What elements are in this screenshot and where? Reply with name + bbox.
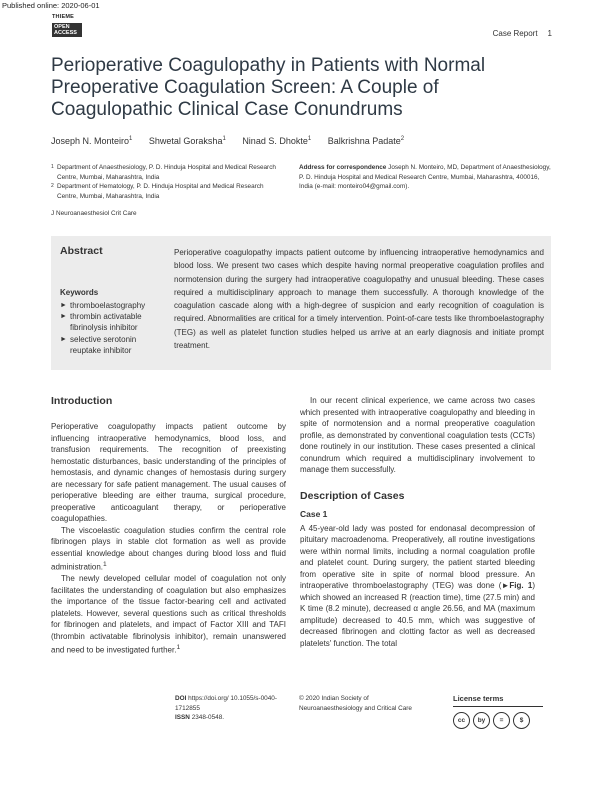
license-title: License terms bbox=[453, 694, 543, 707]
issn-value: 2348-0548. bbox=[191, 714, 225, 721]
arrow-icon: ► bbox=[60, 335, 67, 343]
correspondence bbox=[299, 163, 551, 192]
affiliation bbox=[51, 163, 281, 182]
correspondence-label: Address for correspondence bbox=[299, 164, 387, 171]
open-access-badge: OPEN ACCESS bbox=[52, 23, 82, 37]
author-affil: 1 bbox=[129, 136, 133, 142]
doi-label: DOI bbox=[175, 695, 187, 702]
author[interactable]: Ninad S. Dhokte bbox=[242, 136, 308, 146]
abstract-text: Perioperative coagulopathy impacts patient outcome by influencing intraoperative hemodynamics and blood loss. We present two cases which despite having normal preoperative coagulation profiles and normotension during the surgery had intraoperative coagulopathy and unusual bleeding. These cases required a multidisciplinary approach to manage them successfully. A thorough knowledge of the coagulation cascade along with a high-degree of suspicion and early recognition of coagulation is required. Abnormalities are critical for a timely intervention. Point-of-care tests like thromboelastography (TEG) as well as platelet function studies helped us arrive at an early diagnosis and initiate prompt treatment. bbox=[174, 248, 544, 351]
license-icons[interactable] bbox=[453, 712, 553, 729]
affiliations bbox=[51, 163, 281, 201]
author[interactable]: Balkrishna Padate bbox=[327, 136, 401, 146]
affiliation-number: 1 bbox=[51, 164, 54, 170]
journal-name: J Neuroanaesthesiol Crit Care bbox=[51, 210, 137, 217]
paragraph: Perioperative coagulopathy impacts patient outcome by influencing intraoperative hemodynamics, blood loss, and transfusion requirements. The recognition of preexisting hemostatic disturbances, basic understanding of the principles of hemostasis, and dynamic changes of hemostasis during surgery are necessary for safe patient management. The usual causes of perioperative bleeding are either trauma, surgical procedure, preoperative anticoagulant therapy, or perioperative coagulopathies. bbox=[51, 422, 286, 523]
doi-block bbox=[175, 694, 285, 723]
non-commercial-icon: $ bbox=[513, 712, 530, 729]
affiliation-text: Department of Anaesthesiology, P. D. Hinduja Hospital and Medical Research Centre, Mumbai, Maharashtra, India bbox=[57, 164, 276, 181]
introduction-heading: Introduction bbox=[51, 395, 113, 407]
affiliation-number: 2 bbox=[51, 183, 54, 189]
keyword-item[interactable]: ► thrombin activatable fibrinolysis inhibitor bbox=[60, 312, 142, 333]
case1-heading: Case 1 bbox=[300, 508, 328, 519]
copyright: © 2020 Indian Society of Neuroanaesthesiology and Critical Care bbox=[299, 695, 412, 712]
article-title: Perioperative Coagulopathy in Patients with Normal Preoperative Coagulation Screen: A Couple of Coagulopathic Clinical Case Conundrums bbox=[51, 55, 486, 120]
logo-text: THIEME bbox=[52, 14, 74, 20]
paragraph: A 45-year-old lady was posted for endonasal decompression of pituitary macroadenoma. Preoperatively, all routine investigations were within normal limits, including a normal coagulation profile and platelet count. During surgery, the patient started bleeding from operative site in spite of normal blood pressure. An intraoperative thromboelastography (TEG) was done (►Fig. 1) which showed an increased R (reaction time), time (27.5 min) and K time (8.2 minute), decreased α angle 26.56, and MA (maximum amplitude) decreased to 40.5 mm, which was suggestive of decreased fibrinogen and clotting factor as well as decreased platelets' function. The total bbox=[300, 523, 536, 648]
paragraph: The viscoelastic coagulation studies confirm the central role fibrinogen plays in stable clot formation as well as provide essential knowledge about changes during blood loss and fluid administration.$^1$ bbox=[51, 525, 286, 572]
published-date: Published online: 2020-06-01 bbox=[2, 1, 100, 10]
arrow-icon: ► bbox=[60, 313, 67, 321]
no-derivatives-icon: = bbox=[493, 712, 510, 729]
author-affil: 2 bbox=[400, 136, 405, 142]
right-column bbox=[300, 395, 535, 649]
correspondence-text[interactable]: Joseph N. Monteiro, MD, Department of Anaesthesiology, P. D. Hinduja Hospital and Medical Research Centre, Mumbai, Maharashtra, 400016, India (e-mail: monteiro04@gmail.com). bbox=[299, 164, 551, 190]
arrow-icon: ► bbox=[60, 302, 67, 309]
keyword-item[interactable]: ► selective serotonin reuptake inhibitor bbox=[60, 334, 137, 355]
description-heading: Description of Cases bbox=[300, 489, 405, 502]
left-column bbox=[51, 395, 286, 656]
paragraph: In our recent clinical experience, we came across two cases which presented with intraoperative coagulopathy and bleeding in spite of normotension and a normal preoperative coagulation profile, as demonstrated by conventional coagulation tests (CCTs) done routinely in our institution. These cases presented a clinical conundrum which required a multidisciplinary involvement to manage them successfully. bbox=[300, 396, 535, 474]
keywords-list bbox=[60, 300, 165, 356]
author-affil: 1 bbox=[307, 136, 312, 142]
page-number: 1 bbox=[547, 29, 552, 38]
affiliation-text: Department of Hematology, P. D. Hinduja Hospital and Medical Research Centre, Mumbai, Maharashtra, India bbox=[57, 183, 264, 200]
citation[interactable]: 1 bbox=[176, 644, 181, 652]
publisher-logo bbox=[52, 14, 82, 39]
figure-link[interactable]: ►Fig. 1 bbox=[501, 581, 533, 590]
affiliation bbox=[51, 182, 281, 201]
abstract-heading: Abstract bbox=[60, 245, 103, 257]
author[interactable]: Shwetal Goraksha bbox=[148, 136, 223, 146]
doi-link[interactable]: https://doi.org/ 10.1055/s-0040-1712855 bbox=[175, 695, 277, 712]
author-list bbox=[51, 136, 404, 146]
paragraph: The newly developed cellular model of coagulation not only facilitates the understanding of coagulation but also emphasizes the importance of the tissue factor-bearing cell and activated platelets. However, several questions such as critical thresholds for fibrinogen and platelets, and impact of Factor XIII and TAFI (thrombin activatable fibrinolysis inhibitor), remain unanswered and need to be investigated further.$^1$ bbox=[51, 574, 286, 655]
issn-label: ISSN bbox=[175, 714, 190, 721]
license-block bbox=[453, 694, 553, 729]
citation[interactable]: 1 bbox=[103, 561, 107, 568]
author-affil: 1 bbox=[222, 136, 226, 142]
section-label: Case Report bbox=[492, 29, 538, 38]
abstract-panel bbox=[51, 236, 551, 370]
keyword-item[interactable]: ► thromboelastography bbox=[60, 301, 146, 310]
attribution-icon: by bbox=[473, 712, 490, 729]
author[interactable]: Joseph N. Monteiro bbox=[51, 136, 130, 146]
keywords-heading: Keywords bbox=[60, 288, 99, 297]
cc-icon: cc bbox=[453, 712, 470, 729]
running-header bbox=[493, 29, 552, 38]
